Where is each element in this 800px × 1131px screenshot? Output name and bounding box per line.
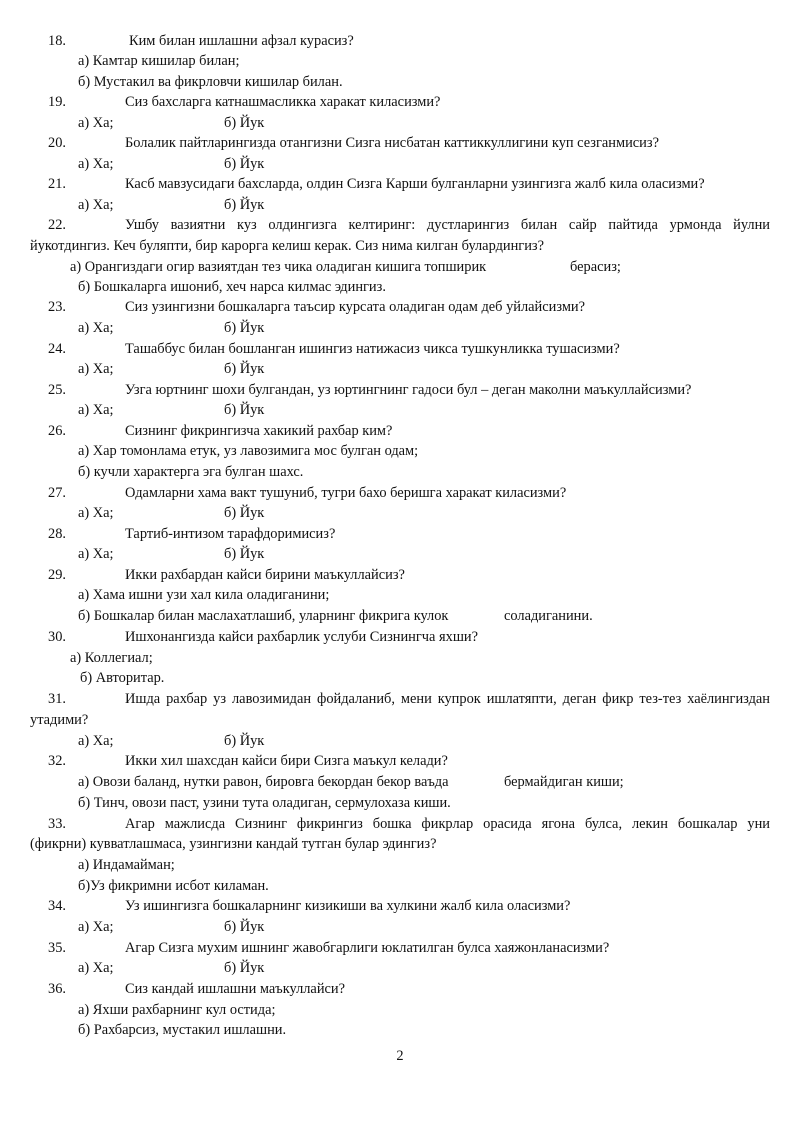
- question-text: Ишхонангизда кайси рахбарлик услуби Сизнингча яхши?: [125, 629, 478, 645]
- question-text: Сиз бахсларга катнашмасликка харакат киласизми?: [125, 94, 441, 110]
- question-number: 29.: [48, 567, 66, 583]
- question-number: 23.: [48, 299, 66, 315]
- answer-b: б) кучли характерга эга булган шахс.: [78, 464, 304, 480]
- question-text: Уз ишингизга бошкаларнинг кизикиши ва хулкини жалб кила оласизми?: [125, 898, 571, 914]
- question-number: 18.: [48, 33, 66, 49]
- answer-b: б) Рахбарсиз, мустакил ишлашни.: [78, 1022, 287, 1038]
- question-text-continued: утадими?: [30, 712, 89, 728]
- answer-a: а) Ха;: [78, 197, 114, 213]
- question-number: 20.: [48, 135, 66, 151]
- answer-b: б) Тинч, овози паст, узини тута оладиган, сермулохаза киши.: [78, 795, 451, 811]
- answer-b: б) Бошкалар билан маслахатлашиб, уларнинг фикрига кулок: [78, 608, 449, 624]
- answer-b: б) Йук: [224, 919, 265, 935]
- question-number: 19.: [48, 94, 66, 110]
- answer-a: а) Ха;: [78, 115, 114, 131]
- page-number: 2: [396, 1048, 404, 1064]
- answer-b: б) Мустакил ва фикрловчи кишилар билан.: [78, 74, 343, 90]
- answer-a: а) Ха;: [78, 361, 114, 377]
- answer-b: б) Йук: [224, 156, 265, 172]
- question-number: 25.: [48, 382, 66, 398]
- answer-b: б) Бошкаларга ишониб, хеч нарса килмас эдингиз.: [78, 279, 386, 295]
- answer-a-tail: берасиз;: [570, 259, 621, 275]
- answer-a-tail: бермайдиган киши;: [504, 774, 624, 790]
- question-number: 35.: [48, 940, 66, 956]
- question-number: 24.: [48, 341, 66, 357]
- question-number: 27.: [48, 485, 66, 501]
- question-number: 26.: [48, 423, 66, 439]
- answer-b: б) Йук: [224, 546, 265, 562]
- question-text-continued: йукотдингиз. Кеч буляпти, бир карорга келиш керак. Сиз нима килган булардингиз?: [30, 238, 544, 254]
- question-text: Агар Сизга мухим ишнинг жавобгарлиги юклатилган булса хаяжонланасизми?: [125, 940, 610, 956]
- answer-a: а) Ха;: [78, 919, 114, 935]
- answer-b: б) Йук: [224, 402, 265, 418]
- answer-a: а) Ха;: [78, 960, 114, 976]
- question-text: Тартиб-интизом тарафдоримисиз?: [125, 526, 336, 542]
- answer-b-tail: соладиганини.: [504, 608, 593, 624]
- question-text: Сиз кандай ишлашни маъкуллайси?: [125, 981, 345, 997]
- question-text: Ишда рахбар уз лавозимидан фойдаланиб, мени купрок ишлатяпти, деган фикр тез-тез хаёлингиздан: [125, 691, 770, 707]
- question-text: Ким билан ишлашни афзал курасиз?: [129, 33, 354, 49]
- question-number: 28.: [48, 526, 66, 542]
- question-text: Касб мавзусидаги бахсларда, олдин Сизга Карши булганларни узингизга жалб кила оласизми?: [125, 176, 705, 192]
- answer-a: а) Ха;: [78, 733, 114, 749]
- question-text: Агар мажлисда Сизнинг фикрингиз бошка фикрлар орасида ягона булса, лекин бошкалар уни: [125, 816, 770, 832]
- question-text: Болалик пайтларингизда отангизни Сизга нисбатан каттиккуллигини куп сезганмисиз?: [125, 135, 659, 151]
- answer-a: а) Ха;: [78, 546, 114, 562]
- answer-a: а) Орангиздаги огир вазиятдан тез чика оладиган кишига топширик: [70, 259, 487, 275]
- answer-a: а) Хама ишни узи хал кила оладиганини;: [78, 587, 330, 603]
- answer-a: а) Ха;: [78, 320, 114, 336]
- question-number: 32.: [48, 753, 66, 769]
- answer-a: а) Индамайман;: [78, 857, 175, 873]
- answer-a: а) Яхши рахбарнинг кул остида;: [78, 1002, 276, 1018]
- answer-a: а) Ха;: [78, 156, 114, 172]
- question-number: 31.: [48, 691, 66, 707]
- answer-a: а) Ха;: [78, 505, 114, 521]
- question-text-continued: (фикрни) кувватлашмаса, узингизни кандай тутган булар эдингиз?: [30, 836, 437, 852]
- answer-b: б)Уз фикримни исбот киламан.: [78, 878, 269, 894]
- answer-b: б) Авторитар.: [80, 670, 165, 686]
- answer-b: б) Йук: [224, 733, 265, 749]
- question-text: Ушбу вазиятни куз олдингизга келтиринг: дустларингиз билан сайр пайтида урмонда йулни: [125, 217, 770, 233]
- question-number: 22.: [48, 217, 66, 233]
- question-text: Сиз узингизни бошкаларга таъсир курсата оладиган одам деб уйлайсизми?: [125, 299, 586, 315]
- question-number: 21.: [48, 176, 66, 192]
- answer-a: а) Коллегиал;: [70, 650, 153, 666]
- answer-a: а) Хар томонлама етук, уз лавозимига мос булган одам;: [78, 443, 419, 459]
- question-text: Одамларни хама вакт тушуниб, тугри бахо беришга харакат киласизми?: [125, 485, 567, 501]
- answer-a: а) Ха;: [78, 402, 114, 418]
- question-number: 33.: [48, 816, 66, 832]
- answer-b: б) Йук: [224, 197, 265, 213]
- answer-b: б) Йук: [224, 361, 265, 377]
- answer-b: б) Йук: [224, 115, 265, 131]
- answer-b: б) Йук: [224, 505, 265, 521]
- question-number: 30.: [48, 629, 66, 645]
- answer-a: а) Овози баланд, нутки равон, бировга бекордан бекор ваъда: [78, 774, 449, 790]
- answer-a: а) Камтар кишилар билан;: [78, 53, 240, 69]
- question-text: Ташаббус билан бошланган ишингиз натижасиз чикса тушкунликка тушасизми?: [125, 341, 620, 357]
- question-text: Узга юртнинг шохи булгандан, уз юртингнинг гадоси бул – деган маколни маъкуллайсизми?: [125, 382, 692, 398]
- question-number: 36.: [48, 981, 66, 997]
- question-text: Сизнинг фикрингизча хакикий рахбар ким?: [125, 423, 393, 439]
- question-text: Икки хил шахсдан кайси бири Сизга маъкул келади?: [125, 753, 448, 769]
- answer-b: б) Йук: [224, 960, 265, 976]
- question-number: 34.: [48, 898, 66, 914]
- question-text: Икки рахбардан кайси бирини маъкуллайсиз?: [125, 567, 405, 583]
- answer-b: б) Йук: [224, 320, 265, 336]
